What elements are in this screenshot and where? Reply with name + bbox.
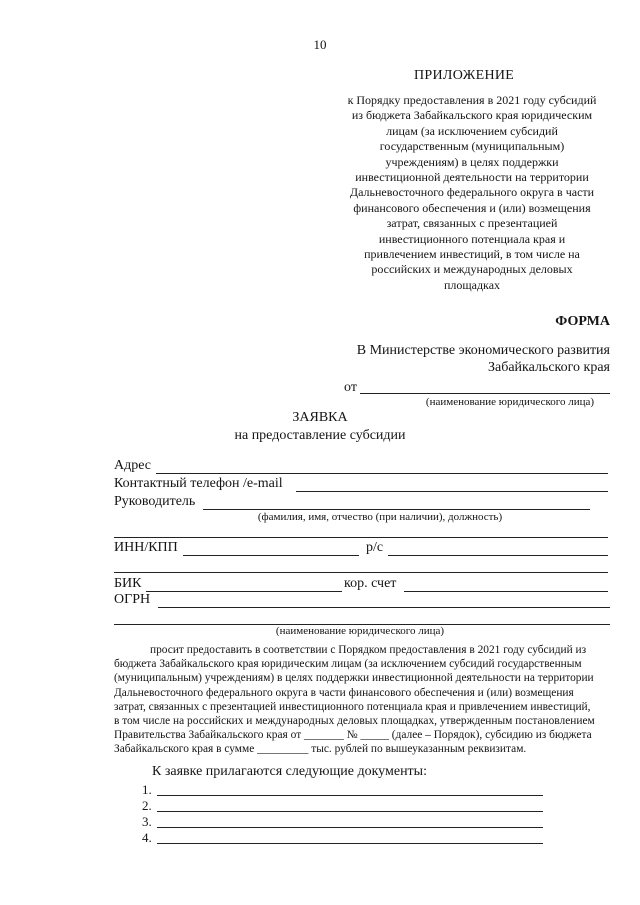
document-item-number: 3. — [142, 814, 152, 829]
documents-title: К заявке прилагаются следующие документы: — [152, 764, 427, 779]
zayavka-title: ЗАЯВКА — [292, 410, 348, 425]
zayavka-subtitle: на предоставление субсидии — [234, 428, 406, 443]
appendix-body — [318, 93, 626, 293]
appendix-line: Дальневосточного федерального округа в части — [349, 185, 595, 200]
head-field-line[interactable] — [203, 509, 590, 510]
bik-label: БИК — [114, 576, 142, 591]
address-field-line[interactable] — [156, 473, 608, 474]
inn-kpp-label: ИНН/КПП — [114, 540, 178, 555]
from-field-line[interactable] — [360, 393, 610, 394]
appendix-line: российских и международных деловых — [371, 262, 573, 277]
appendix-line: государственным (муниципальным) — [379, 139, 565, 154]
contact-label: Контактный телефон /e-mail — [114, 476, 283, 491]
addressee-line-1: В Министерстве экономического развития — [356, 343, 610, 358]
appendix-line: инвестиционной деятельности на территории — [355, 170, 589, 185]
head-extra-line[interactable] — [114, 537, 608, 538]
addressee-line-2: Забайкальского края — [487, 360, 610, 375]
document-item-number: 4. — [142, 830, 152, 845]
appendix-line: затрат, связанных с презентацией — [386, 216, 558, 231]
document-item-line[interactable] — [157, 811, 543, 812]
ogrn-label: ОГРН — [114, 592, 151, 607]
inn-extra-line[interactable] — [114, 572, 608, 573]
appendix-line: инвестиционного потенциала края и — [378, 231, 566, 246]
request-text — [114, 643, 612, 757]
appendix-line: учреждениям) в целях поддержки — [385, 154, 559, 169]
request-text-line: (муниципальным) учреждениям) в целях поддержки инвестиционной деятельности на территории — [114, 672, 594, 685]
appendix-title: ПРИЛОЖЕНИЕ — [414, 68, 515, 83]
appendix-line: лицам (за исключением субсидий — [386, 123, 558, 138]
request-text-line: просит предоставить в соответствии с Порядком предоставления в 2021 году субсидий из — [150, 644, 587, 656]
document-item-number: 2. — [142, 798, 152, 813]
address-label: Адрес — [114, 458, 152, 473]
appendix-line: площадках — [443, 277, 501, 292]
request-text-line: Забайкальского края в сумме _________ тыс. рублей по вышеуказанным реквизитам. — [114, 743, 527, 756]
account-label: р/с — [366, 540, 384, 555]
head-label: Руководитель — [114, 494, 196, 509]
appendix-line: финансового обеспечения и (или) возмещения — [353, 200, 591, 215]
document-item-number: 1. — [142, 782, 152, 797]
account-field-line[interactable] — [388, 555, 608, 556]
ogrn-field-line[interactable] — [158, 607, 610, 608]
request-text-line: Дальневосточного федерального округа в части финансового обеспечения и (или) возмещения — [114, 686, 574, 699]
request-text-line: в том числе на российских и международных деловых площадках, утвержденным постановлением — [114, 715, 595, 728]
request-text-line: бюджета Забайкальского края юридическим лицам (за исключением субсидий государственным — [114, 658, 582, 671]
corr-account-field-line[interactable] — [404, 591, 608, 592]
appendix-line: к Порядку предоставления в 2021 году субсидий — [347, 93, 597, 107]
corr-account-label: кор. счет — [344, 576, 397, 591]
inn-kpp-field-line[interactable] — [183, 555, 359, 556]
document-item-line[interactable] — [157, 843, 543, 844]
contact-field-line[interactable] — [296, 491, 608, 492]
request-text-line: затрат, связанных с презентацией инвестиционного потенциала края и привлечением инвестиций, — [114, 700, 591, 713]
bik-field-line[interactable] — [146, 591, 342, 592]
addressee-block — [310, 342, 610, 376]
from-label: от — [344, 380, 357, 395]
page-number: 10 — [313, 37, 327, 52]
head-caption: (фамилия, имя, отчество (при наличии), должность) — [257, 511, 503, 523]
appendix-line: из бюджета Забайкальского края юридическим — [351, 108, 593, 123]
from-caption: (наименование юридического лица) — [425, 396, 595, 408]
appendix-line: привлечением инвестиций, в том числе на — [364, 247, 580, 262]
document-item-line[interactable] — [157, 795, 543, 796]
org-caption: (наименование юридического лица) — [275, 625, 445, 637]
request-text-line: Правительства Забайкальского края от _______ № _____ (далее – Порядок), субсидию из бюджета — [114, 729, 592, 742]
document-item-line[interactable] — [157, 827, 543, 828]
forma-label: ФОРМА — [555, 314, 610, 329]
